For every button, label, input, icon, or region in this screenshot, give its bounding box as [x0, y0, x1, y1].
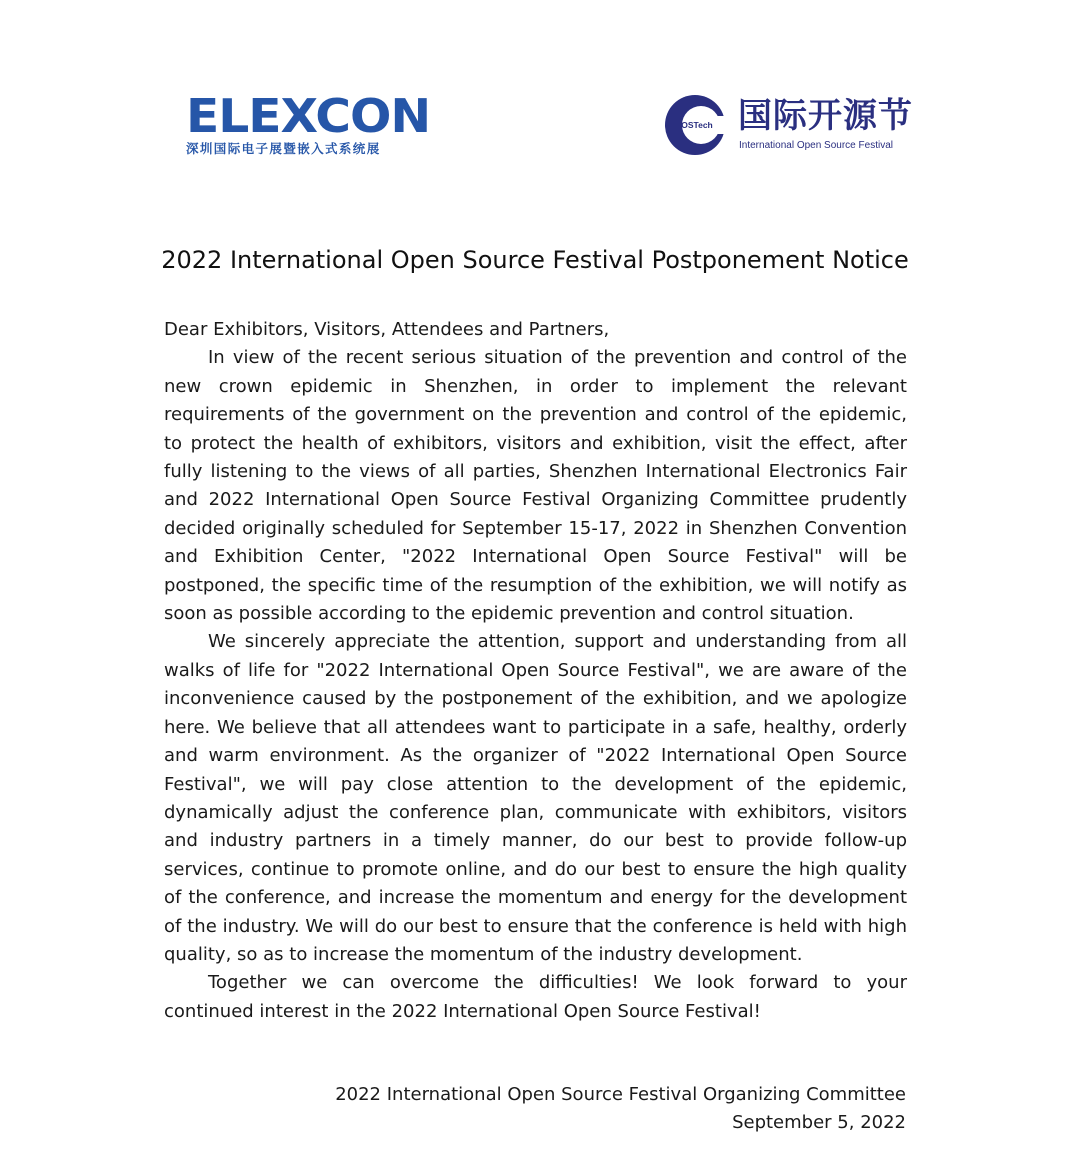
elexcon-logo: [186, 89, 431, 157]
signature-organization: 2022 International Open Source Festival Organizing Committee: [335, 1084, 906, 1105]
page-title: 2022 International Open Source Festival Postponement Notice: [161, 246, 909, 274]
ostech-cn-title: 国际开源节: [738, 96, 913, 136]
signature-date: September 5, 2022: [732, 1112, 906, 1134]
paragraph-3: Together we can overcome the difficulties! We look forward to your continued interest in the 2022 International Open Source Festival!: [164, 972, 907, 1022]
ostech-mark-text: OSTech: [681, 120, 713, 130]
ostech-en-title: International Open Source Festival: [739, 140, 893, 151]
paragraph-2: We sincerely appreciate the attention, support and understanding from all walks of life for "2022 International Open Source Festival", we are aware of the inconvenience caused by the postponement of the exhibition, and we apologize here. We believe that all attendees want to participate in a safe, healthy, orderly and warm environment. As the organizer of "2022 International Open Source Festival", we will pay close attention to the development of the epidemic, dynamically adjust the conference plan, communicate with exhibitors, visitors and industry partners in a timely manner, do our best to provide follow-up services, continue to promote online, and do our best to ensure the high quality of the conference, and increase the momentum and energy for the development of the industry. We will do our best to ensure that the conference is held with high quality, so as to increase the momentum of the industry development.: [164, 631, 907, 965]
ostech-logo: [664, 94, 913, 156]
ostech-circle-icon: [664, 94, 726, 156]
elexcon-subtitle: 深圳国际电子展暨嵌入式系统展: [186, 141, 381, 156]
salutation: Dear Exhibitors, Visitors, Attendees and Partners,: [164, 319, 610, 340]
paragraph-1: In view of the recent serious situation of the prevention and control of the new crown epidemic in Shenzhen, in order to implement the relevant requirements of the government on the prevention and control of the epidemic, to protect the health of exhibitors, visitors and exhibition, visit the effect, after fully listening to the views of all parties, Shenzhen International Electronics Fair and 2022 International Open Source Festival Organizing Committee prudently decided originally scheduled for September 15-17, 2022 in Shenzhen Convention and Exhibition Center, "2022 International Open Source Festival" will be postponed, the specific time of the resumption of the exhibition, we will notify as soon as possible according to the epidemic prevention and control situation.: [164, 347, 907, 625]
notice-body: [164, 316, 907, 1026]
elexcon-wordmark: ELEXCON: [186, 89, 431, 143]
signature-block: [335, 1081, 906, 1138]
